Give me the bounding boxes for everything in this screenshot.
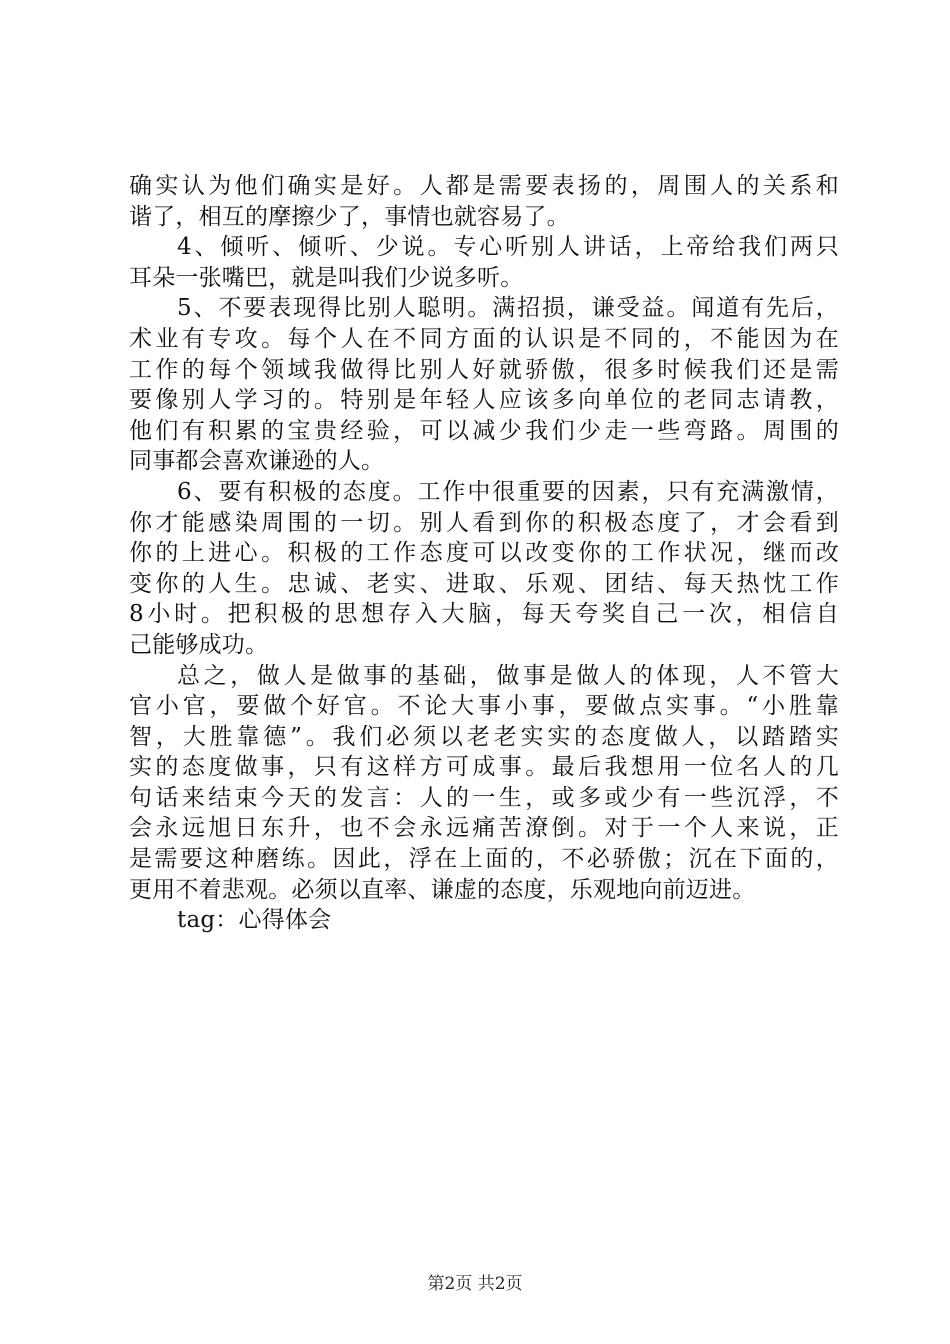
text-line: 变你的人生。忠诚、老实、进取、乐观、团结、每天热忱工作 (129, 570, 839, 597)
text-line: 谐了，相互的摩擦少了，事情也就容易了。 (129, 203, 570, 230)
text-line: 你的上进心。积极的工作态度可以改变你的工作状况，继而改 (129, 540, 839, 567)
body-text (129, 171, 839, 936)
text-line: 官小官，要做个好官。不论大事小事，要做点实事。“小胜靠 (129, 693, 839, 720)
text-line: 更用不着悲观。必须以直率、谦虚的态度，乐观地向前迈进。 (129, 876, 756, 903)
text-line: 4、倾听、倾听、少说。专心听别人讲话，上帝给我们两只 (177, 234, 839, 261)
text-line: 术业有专攻。每个人在不同方面的认识是不同的，不能因为在 (129, 325, 839, 352)
text-line: 实的态度做事，只有这样方可成事。最后我想用一位名人的几 (129, 754, 839, 781)
tag-line: tag：心得体会 (177, 907, 332, 934)
text-line: 智，大胜靠德”。我们必须以老老实实的态度做人，以踏踏实 (129, 723, 839, 750)
text-line: 要像别人学习的。特别是年轻人应该多向单位的老同志请教， (129, 387, 839, 414)
text-line: 总之，做人是做事的基础，做事是做人的体现，人不管大 (177, 662, 839, 689)
text-line: 8小时。把积极的思想存入大脑，每天夸奖自己一次，相信自 (129, 601, 839, 628)
text-line: 会永远旭日东升，也不会永远痛苦潦倒。对于一个人来说，正 (129, 815, 839, 842)
text-line: 耳朵一张嘴巴，就是叫我们少说多听。 (129, 264, 524, 291)
page-footer: 第2页 共2页 (427, 1274, 523, 1294)
text-line: 他们有积累的宝贵经验，可以减少我们少走一些弯路。周围的 (129, 417, 839, 444)
text-line: 你才能感染周围的一切。别人看到你的积极态度了，才会看到 (129, 509, 839, 536)
text-line: 是需要这种磨练。因此，浮在上面的，不必骄傲；沉在下面的， (129, 846, 839, 873)
text-line: 5、不要表现得比别人聪明。满招损，谦受益。闻道有先后， (177, 295, 839, 322)
text-line: 同事都会喜欢谦逊的人。 (129, 448, 385, 475)
text-line: 确实认为他们确实是好。人都是需要表扬的，周围人的关系和 (129, 173, 839, 199)
text-line: 6、要有积极的态度。工作中很重要的因素，只有充满激情， (177, 478, 839, 505)
text-line: 工作的每个领域我做得比别人好就骄傲，很多时候我们还是需 (129, 356, 839, 383)
text-line: 己能够成功。 (129, 631, 269, 658)
text-line: 句话来结束今天的发言：人的一生，或多或少有一些沉浮，不 (129, 784, 839, 811)
